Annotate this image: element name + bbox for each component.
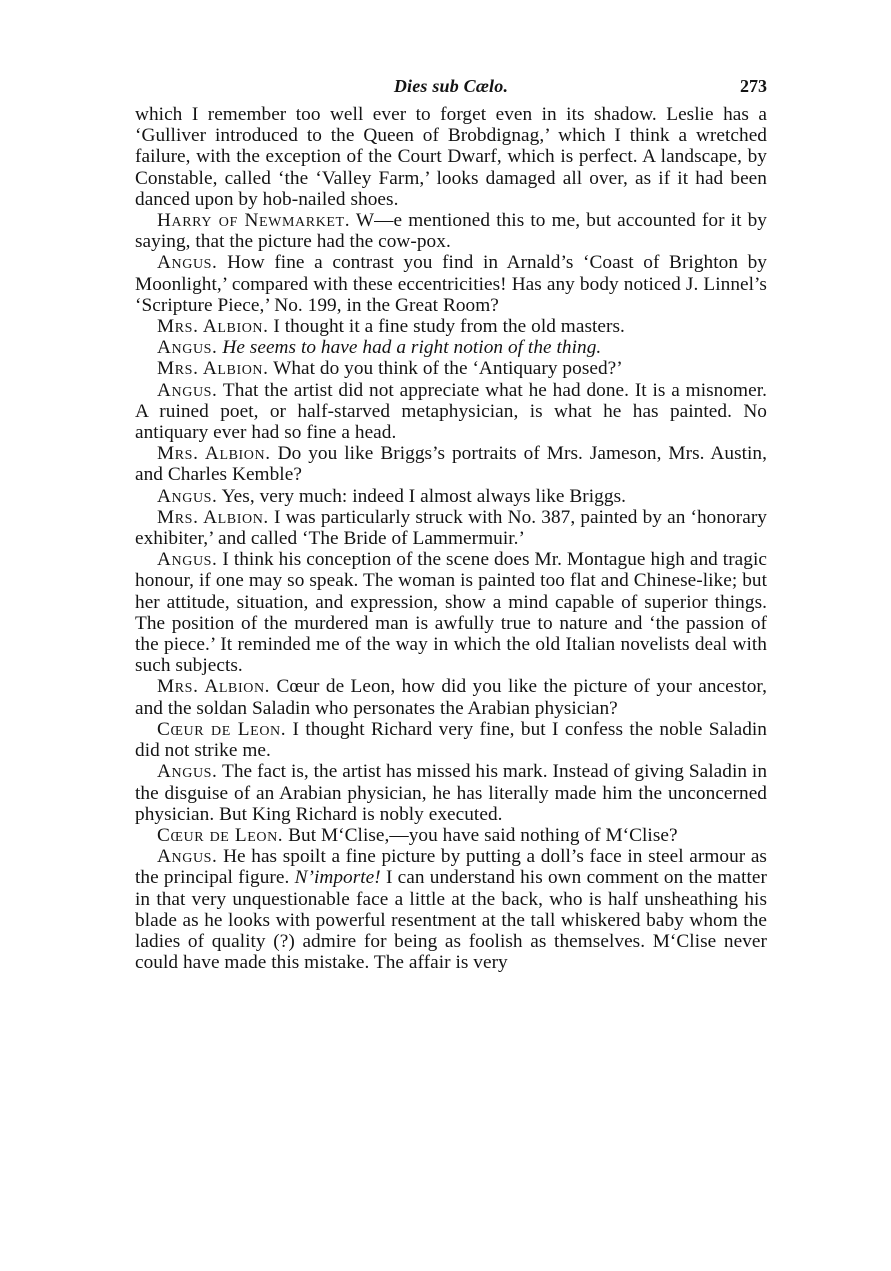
paragraph-text: Yes, very much: indeed I almost always like Briggs. xyxy=(217,485,626,507)
book-page xyxy=(135,70,767,973)
paragraph-continuation xyxy=(135,104,767,210)
paragraph-text: What do you think of the ‘Antiquary posed?’ xyxy=(268,358,623,380)
paragraph-text: Do you like Briggs’s portraits of Mrs. Jameson, Mrs. Austin, and Charles Kemble? xyxy=(135,443,767,486)
paragraph-text: I thought Richard very fine, but I confess the noble Saladin did not strike me. xyxy=(135,718,767,762)
dialogue-paragraph xyxy=(135,210,767,252)
speaker-name: Angus. xyxy=(157,549,218,571)
speaker-name: Cœur de Leon. xyxy=(157,824,284,846)
speaker-name: Angus. xyxy=(157,846,218,868)
paragraph-text: That the artist did not appreciate what he had done. It is a misnomer. A ruined poet, or half-starved metaphysician, is what he has painted. No antiquary ever had so fine a head. xyxy=(135,379,767,444)
speaker-name: Angus. xyxy=(157,252,218,274)
paragraph-text: which I remember too well ever to forget even in its shadow. Leslie has a ‘Gulliver introduced to the Queen of Brobdignag,’ which I think a wretched failure, with the exception of the Court Dwarf, which is perfect. A landscape, by Constable, called ‘the ‘Valley Farm,’ looks damaged all over, as if it had been danced upon by hob-nailed shoes. xyxy=(135,104,767,210)
dialogue-paragraph xyxy=(135,825,767,846)
paragraph-text: He seems to have had a right notion of the thing. xyxy=(217,337,602,359)
dialogue-paragraph xyxy=(135,358,767,379)
dialogue-paragraph xyxy=(135,380,767,444)
paragraph-text: I was particularly struck with No. 387, painted by an ‘honorary exhibiter,’ and called ‘The Bride of Lammermuir.’ xyxy=(135,506,767,550)
paragraph-text: But M‘Clise,—you have said nothing of M‘Clise? xyxy=(283,824,678,846)
dialogue-paragraph xyxy=(135,507,767,549)
paragraph-text: The fact is, the artist has missed his mark. Instead of giving Saladin in the disguise of an Arabian physician, he has literally made him the unconcerned physician. But King Richard is nobly executed. xyxy=(135,761,768,825)
dialogue-paragraph xyxy=(135,761,767,825)
paragraph-text: How fine a contrast you find in Arnald’s ‘Coast of Brighton by Moonlight,’ compared with these eccentricities! Has any body noticed J. Linnel’s ‘Scripture Piece,’ No. 199, in the Great Room? xyxy=(135,252,767,316)
dialogue-paragraph xyxy=(135,443,767,485)
dialogue-paragraph xyxy=(135,549,767,676)
paragraph-text: W—e mentioned this to me, but accounted for it by saying, that the picture had the cow-pox. xyxy=(135,210,767,253)
speaker-name: Angus. xyxy=(157,761,218,783)
paragraph-text: I think his conception of the scene does Mr. Montague high and tragic honour, if one may so speak. The woman is painted too flat and Chinese-like; but her attitude, situation, and expression, show a mind capable of superior things. The position of the murdered man is awfully true to nature and ‘the passion of the piece.’ It reminded me of the way in which the old Italian novelists deal with such subjects. xyxy=(135,549,767,677)
paragraph-text: He has spoilt a fine picture by putting a doll’s face in steel armour as the principal figure. xyxy=(135,846,767,889)
dialogue-paragraph xyxy=(135,846,767,973)
paragraph-text: I can understand his own comment on the matter in that very unquestionable face a little at the back, who is half unsheathing his blade as he looks with powerful resentment at the tall whiskered baby whom the ladies of quality (?) admire for being as foolish as themselves. M‘Clise never could have made this mistake. The affair is very xyxy=(135,867,767,974)
speaker-name: Mrs. Albion. xyxy=(157,676,271,698)
dialogue-paragraph xyxy=(135,676,767,718)
speaker-name: Mrs. Albion. xyxy=(157,316,269,338)
speaker-name: Angus. xyxy=(157,379,218,401)
speaker-name: Cœur de Leon. xyxy=(157,718,287,740)
speaker-name: Harry of Newmarket. xyxy=(157,210,351,232)
running-title: Dies sub Cælo. xyxy=(393,76,509,96)
dialogue-paragraph xyxy=(135,252,767,316)
dialogue-paragraph xyxy=(135,316,767,337)
dialogue-paragraph xyxy=(135,486,767,507)
paragraph-text: Cœur de Leon, how did you like the picture of your ancestor, and the soldan Saladin who personates the Arabian physician? xyxy=(135,676,767,719)
speaker-name: Mrs. Albion. xyxy=(157,443,271,465)
paragraph-text: I thought it a fine study from the old masters. xyxy=(268,316,625,338)
page-header xyxy=(135,70,767,100)
speaker-name: Mrs. Albion. xyxy=(157,506,269,528)
page-body xyxy=(135,104,767,973)
italic-phrase: N’importe! xyxy=(294,867,381,889)
dialogue-paragraph xyxy=(135,337,767,358)
speaker-name: Angus. xyxy=(157,485,218,507)
speaker-name: Mrs. Albion. xyxy=(157,358,269,380)
speaker-name: Angus. xyxy=(157,337,218,359)
dialogue-paragraph xyxy=(135,719,767,761)
page-number: 273 xyxy=(740,76,767,96)
